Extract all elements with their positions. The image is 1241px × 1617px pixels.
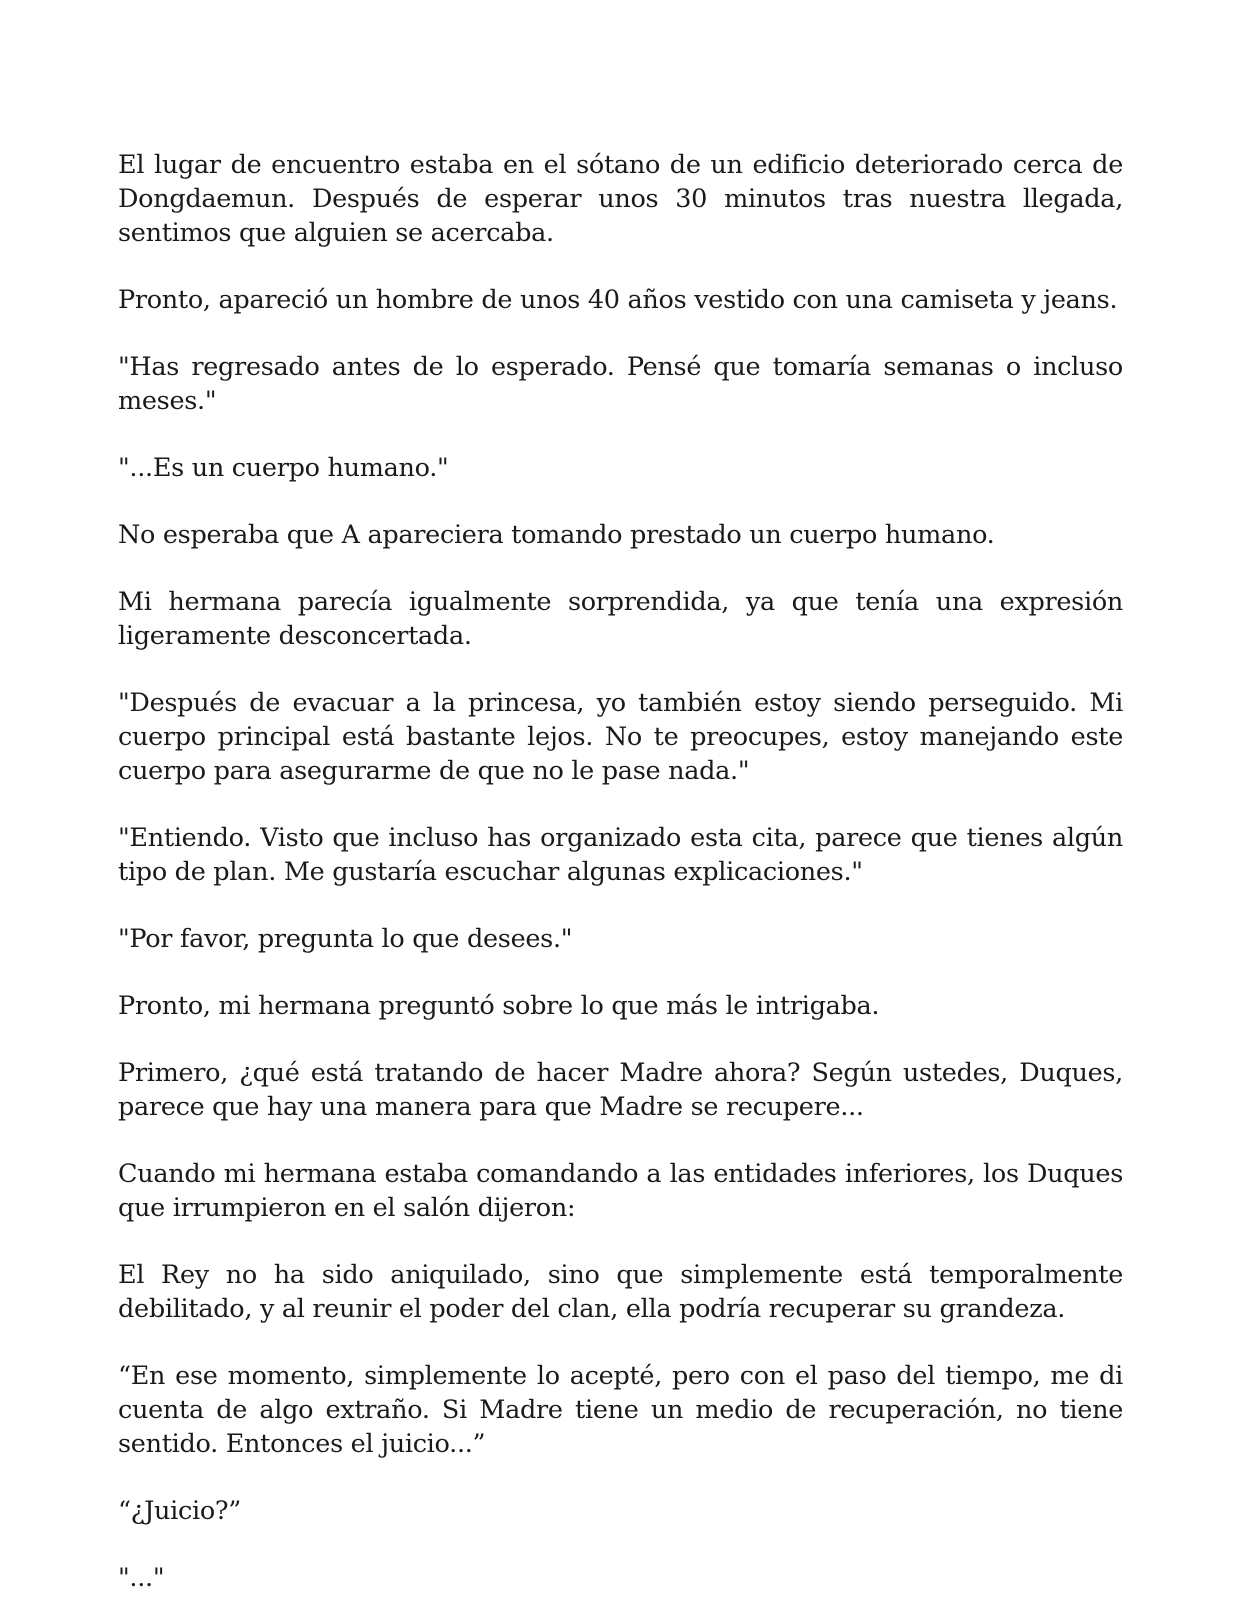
document-body: [118, 148, 1123, 1617]
paragraph-4: "...Es un cuerpo humano.": [118, 453, 449, 483]
paragraph-16: "...": [118, 1563, 165, 1593]
paragraph-14: “En ese momento, simplemente lo acepté, pero con el paso del tiempo, me di cuenta de algo extraño. Si Madre tiene un medio de recuperación, no tiene sentido. Entonces el juicio...”: [118, 1361, 1123, 1459]
paragraph-10: Pronto, mi hermana preguntó sobre lo que más le intrigaba.: [118, 991, 880, 1021]
paragraph-5: No esperaba que A apareciera tomando prestado un cuerpo humano.: [118, 520, 995, 550]
paragraph-6: Mi hermana parecía igualmente sorprendida, ya que tenía una expresión ligeramente desconcertada.: [118, 587, 1123, 651]
paragraph-3: "Has regresado antes de lo esperado. Pensé que tomaría semanas o incluso meses.": [118, 352, 1123, 416]
paragraph-12: Cuando mi hermana estaba comandando a las entidades inferiores, los Duques que irrumpieron en el salón dijeron:: [118, 1159, 1123, 1223]
paragraph-11: Primero, ¿qué está tratando de hacer Madre ahora? Según ustedes, Duques, parece que hay una manera para que Madre se recupere...: [118, 1058, 1123, 1122]
paragraph-15: “¿Juicio?”: [118, 1496, 242, 1526]
paragraph-1: El lugar de encuentro estaba en el sótano de un edificio deteriorado cerca de Dongdaemun. Después de esperar unos 30 minutos tras nuestra llegada, sentimos que alguien se acercaba.: [118, 150, 1123, 248]
paragraph-7: "Después de evacuar a la princesa, yo también estoy siendo perseguido. Mi cuerpo principal está bastante lejos. No te preocupes, estoy manejando este cuerpo para asegurarme de que no le pase nada.": [118, 688, 1123, 786]
paragraph-13: El Rey no ha sido aniquilado, sino que simplemente está temporalmente debilitado, y al reunir el poder del clan, ella podría recuperar su grandeza.: [118, 1260, 1123, 1324]
paragraph-9: "Por favor, pregunta lo que desees.": [118, 924, 573, 954]
paragraph-2: Pronto, apareció un hombre de unos 40 años vestido con una camiseta y jeans.: [118, 285, 1118, 315]
paragraph-8: "Entiendo. Visto que incluso has organizado esta cita, parece que tienes algún tipo de plan. Me gustaría escuchar algunas explicaciones.": [118, 823, 1123, 887]
